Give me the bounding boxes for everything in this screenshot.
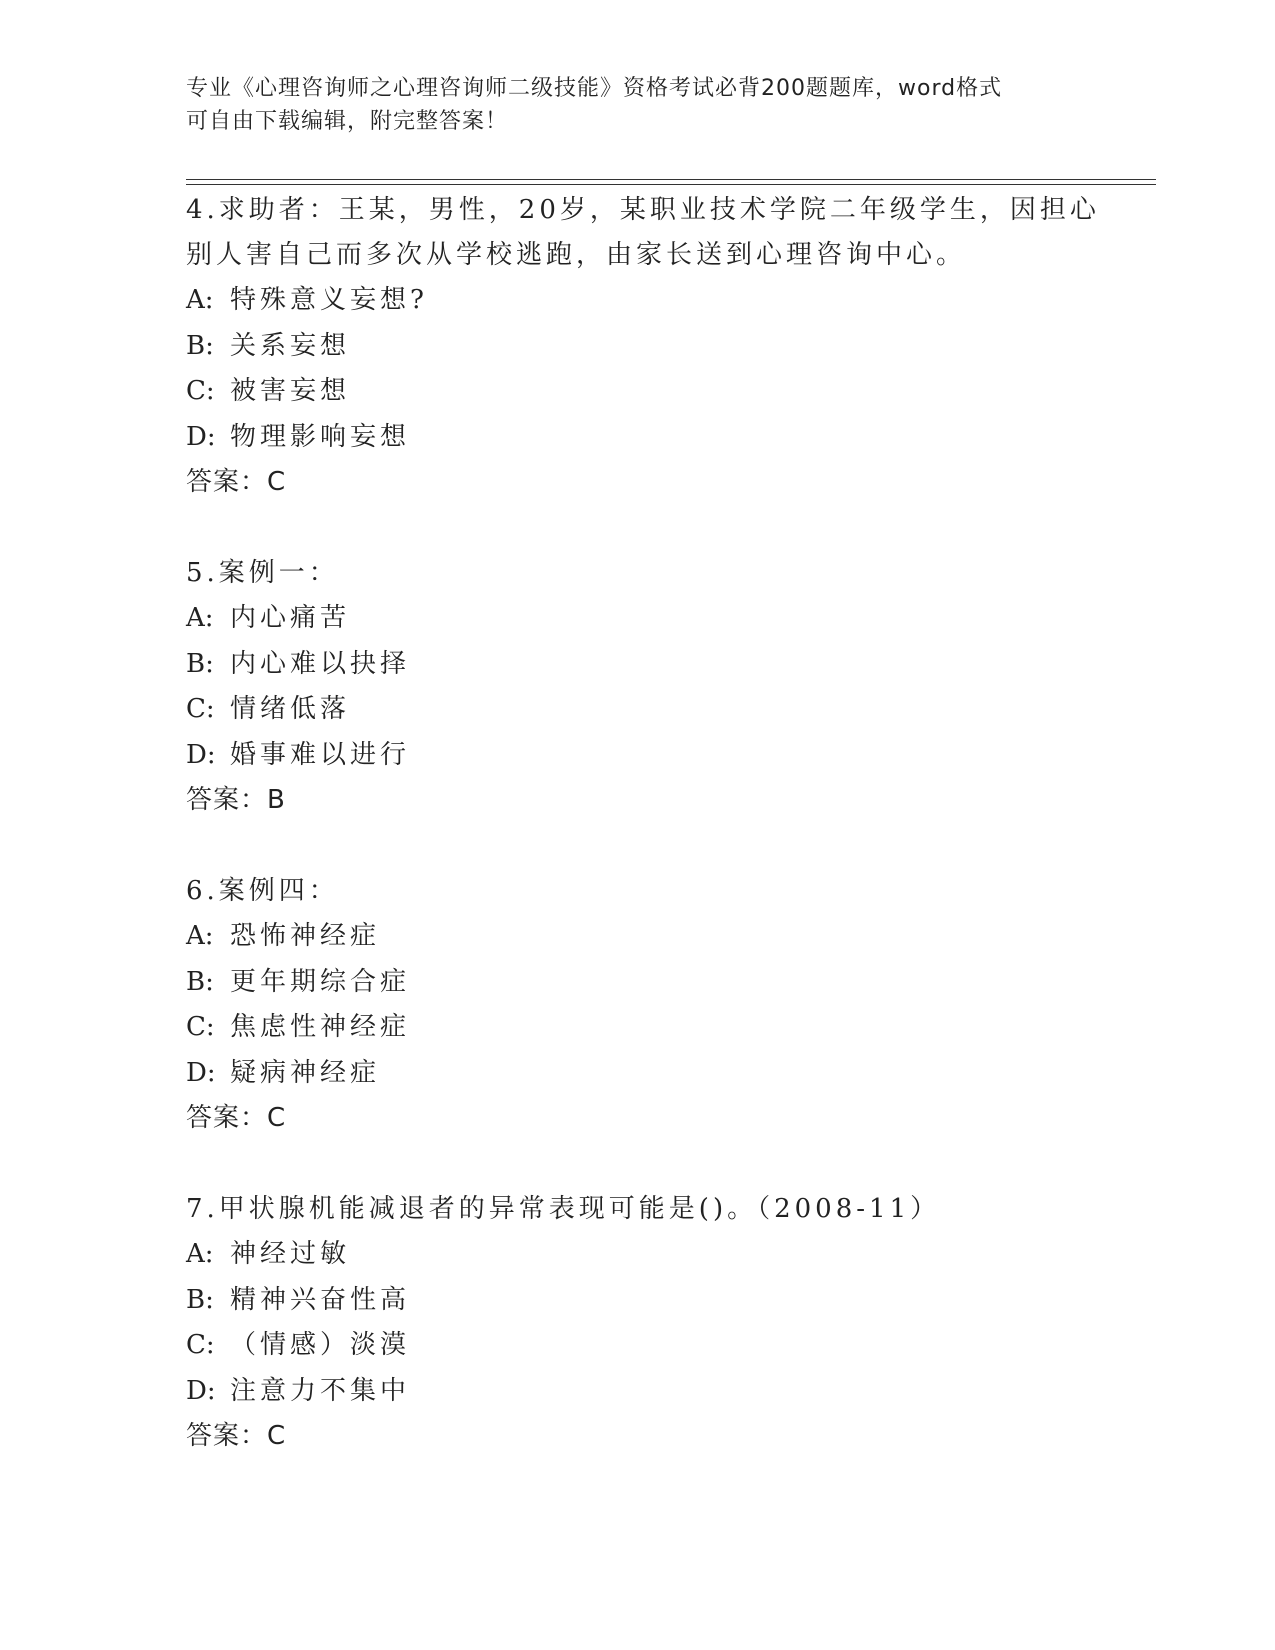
option-text: 内心痛苦 [230, 603, 351, 633]
question-text-line: 5.案例一： [186, 558, 339, 588]
option-a [186, 914, 1086, 960]
option-text: 婚事难以进行 [230, 739, 411, 770]
question-5 [186, 551, 1086, 823]
option-c [186, 687, 1086, 733]
option-text: 特殊意义妄想? [230, 285, 428, 315]
option-key: D: [186, 421, 216, 452]
option-a [186, 278, 1086, 324]
option-key: C: [186, 1330, 215, 1360]
answer-line: 答案：C [186, 467, 287, 497]
question-4 [186, 188, 1100, 505]
question-text-line: 6.案例四： [186, 876, 339, 906]
option-text: 恐怖神经症 [230, 921, 381, 951]
option-key: D: [186, 1057, 216, 1088]
question-text-line: 7.甲状腺机能减退者的异常表现可能是()。（2008-11） [186, 1194, 941, 1224]
option-a [186, 1232, 1086, 1278]
option-text: 内心难以抉择 [230, 648, 411, 679]
option-key: C: [186, 1012, 215, 1042]
option-text: 物理影响妄想 [230, 421, 411, 452]
option-key: A: [186, 1239, 214, 1269]
option-c [186, 369, 1086, 415]
option-c [186, 1323, 1086, 1369]
option-d [186, 1051, 1086, 1097]
option-key: D: [186, 739, 216, 770]
option-d [186, 733, 1086, 779]
option-text: 精神兴奋性高 [230, 1284, 411, 1315]
question-text-line: 4.求助者：王某，男性，20岁，某职业技术学院二年级学生，因担心 [186, 195, 1100, 225]
option-key: A: [186, 921, 214, 951]
header-line-2: 可自由下载编辑，附完整答案！ [186, 109, 509, 134]
answer-line: 答案：C [186, 1103, 287, 1133]
option-text: 被害妄想 [230, 376, 351, 406]
option-d [186, 1369, 1086, 1415]
option-d [186, 415, 1086, 461]
question-text-line: 别人害自己而多次从学校逃跑，由家长送到心理咨询中心。 [186, 240, 967, 270]
option-b [186, 1278, 1086, 1324]
option-key: B: [186, 648, 214, 679]
option-key: A: [186, 285, 214, 315]
option-key: C: [186, 376, 215, 406]
option-text: 神经过敏 [230, 1239, 351, 1269]
option-text: 关系妄想 [230, 330, 351, 361]
option-text: 注意力不集中 [230, 1375, 411, 1406]
option-key: D: [186, 1375, 216, 1406]
option-text: 情绪低落 [230, 694, 351, 724]
option-key: B: [186, 966, 214, 997]
header-divider-bottom [186, 184, 1156, 185]
answer-line: 答案：C [186, 1421, 287, 1451]
question-6 [186, 869, 1086, 1141]
option-key: A: [186, 603, 214, 633]
option-b [186, 960, 1086, 1006]
option-b [186, 642, 1086, 688]
option-text: 焦虑性神经症 [230, 1012, 411, 1042]
option-c [186, 1005, 1086, 1051]
question-7 [186, 1187, 1086, 1459]
answer-line: 答案：B [186, 785, 286, 815]
header-line-1: 专业《心理咨询师之心理咨询师二级技能》资格考试必背200题题库，word格式 [186, 76, 1003, 101]
option-text: 更年期综合症 [230, 966, 411, 997]
option-text: （情感）淡漠 [230, 1330, 411, 1360]
option-key: B: [186, 1284, 214, 1315]
header-divider-top [186, 179, 1156, 180]
option-text: 疑病神经症 [230, 1057, 381, 1088]
option-b [186, 324, 1086, 370]
option-a [186, 596, 1086, 642]
option-key: B: [186, 330, 214, 361]
question-list [186, 188, 1100, 1505]
option-key: C: [186, 694, 215, 724]
document-header [186, 72, 1086, 138]
